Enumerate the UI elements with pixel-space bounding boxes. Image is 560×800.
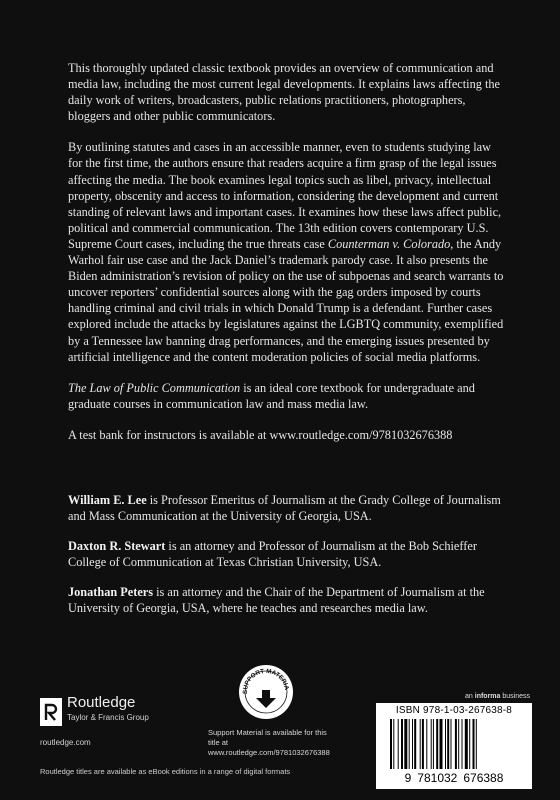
author-bio: Daxton R. Stewart is an attorney and Professor of Journalism at the Bob Schieffer College of Communication at Texas Christian University, USA. xyxy=(68,539,477,570)
author-name: Daxton R. Stewart xyxy=(68,539,166,554)
description-paragraph-3: The Law of Public Communication is an ideal core textbook for undergraduate and graduate courses in communication law and mass media law. xyxy=(68,380,475,411)
routledge-logo-icon xyxy=(40,698,62,726)
barcode-bar xyxy=(433,719,434,769)
informa-business-tag: an informa business xyxy=(465,693,530,700)
barcode-bar xyxy=(473,719,475,769)
barcode-bar xyxy=(393,719,394,769)
barcode-panel xyxy=(376,703,532,789)
barcode-bar xyxy=(412,719,413,769)
barcode-bar xyxy=(401,719,403,769)
publisher-group: Taylor & Francis Group xyxy=(67,713,149,722)
book-description xyxy=(68,60,508,458)
barcode-bar xyxy=(469,719,470,769)
description-paragraph-2: By outlining statutes and cases in an accessible manner, even to students studying law for the first time, the authors ensure that readers acquire a firm grasp of the legal issues affecting the media. The book examines legal topics such as libel, privacy, intellectual property, obscenity and access to information, considering the development and current standing of relevant laws and important cases. It examines how these laws affect public, political and commercial communication. The 13th edition covers contemporary U.S. Supreme Court cases, including the true threats case Counterman v. Colorado, the Andy Warhol fair use case and the Jack Daniel’s trademark parody case. It also presents the Biden administration’s revision of policy on the use of subpoenas and search warrants to uncover reporters’ confidential sources along with the gag orders imposed by courts handling criminal and civil trials in which Donald Trump is a defendant. Further cases explored include the attacks by legislatures against the LGBTQ community, exemplified by a Tennessee law banning drag performances, and the emerging issues presented by artificial intelligence and the content moderation policies of social media platforms. xyxy=(68,140,504,364)
barcode-icon xyxy=(386,719,526,771)
publisher-name: Routledge xyxy=(67,694,136,711)
barcode-bar xyxy=(440,719,443,769)
ebook-note: Routledge titles are available as eBook editions in a range of digital formats xyxy=(40,767,291,776)
support-material-note: Support Material is available for this title at www.routledge.com/9781032676388 xyxy=(208,728,330,757)
author-name: Jonathan Peters xyxy=(68,585,154,600)
barcode-bar xyxy=(445,719,446,769)
barcode-bar xyxy=(409,719,410,769)
barcode-bar xyxy=(458,719,459,769)
book-title: The Law of Public Communication xyxy=(68,380,241,395)
barcode-bar xyxy=(426,719,427,769)
author-bios xyxy=(68,492,508,631)
barcode-bar xyxy=(431,719,432,769)
barcode-bar xyxy=(422,719,424,769)
barcode-bar xyxy=(455,719,457,769)
author-name: William E. Lee xyxy=(68,493,147,507)
support-material-icon xyxy=(238,664,294,720)
support-badge-label: SUPPORT MATERIA xyxy=(241,667,290,694)
barcode-bar xyxy=(447,719,449,769)
barcode-numbers: 9 781032 676388 xyxy=(404,771,504,785)
publisher-url: routledge.com xyxy=(40,738,91,747)
barcode-bar xyxy=(398,719,399,769)
author-bio: William E. Lee is Professor Emeritus of Journalism at the Grady College of Journalism and Mass Communication at the University of Georgia, USA. xyxy=(68,493,501,524)
description-paragraph-1: This thoroughly updated classic textbook provides an overview of communication and media law, including the most current legal developments. It explains laws affecting the daily work of writers, broadcasters, public relations practitioners, photographers, bloggers and other public communicators. xyxy=(68,61,500,124)
barcode-bar xyxy=(390,719,392,769)
barcode-bar xyxy=(465,719,468,769)
barcode-bar xyxy=(476,719,477,769)
barcode-bar xyxy=(462,719,463,769)
barcode-bar xyxy=(420,719,421,769)
isbn-text: ISBN 978-1-03-267638-8 xyxy=(395,705,513,716)
author-bio: Jonathan Peters is an attorney and the Chair of the Department of Journalism at the University of Georgia, USA, where he teaches and researches media law. xyxy=(68,585,485,616)
cover-footer xyxy=(0,660,560,800)
barcode-bar xyxy=(414,719,416,769)
case-name: Counterman v. Colorado xyxy=(327,236,451,251)
barcode-bar xyxy=(436,719,438,769)
test-bank-note: A test bank for instructors is available at www.routledge.com/9781032676388 xyxy=(68,427,453,442)
barcode-bar xyxy=(451,719,452,769)
barcode-bar xyxy=(404,719,407,769)
